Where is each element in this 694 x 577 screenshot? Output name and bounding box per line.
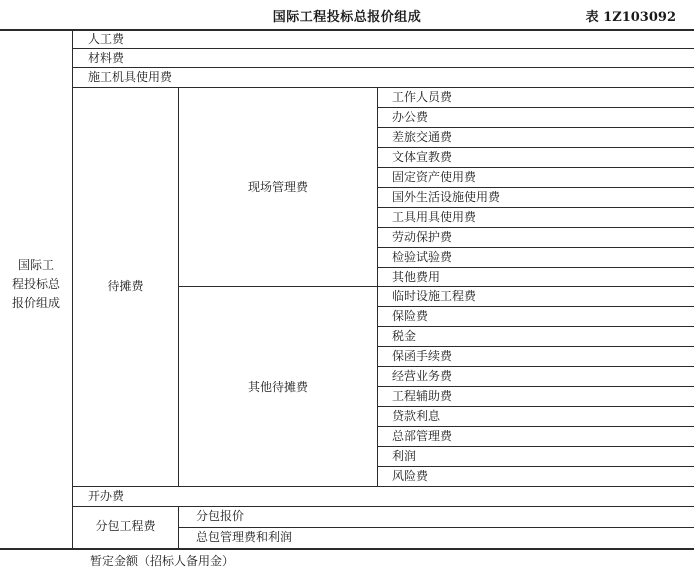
other-apportioned-label: 其他待摊费 — [247, 380, 308, 394]
item-provisional-sum: 暂定金额（招标人备用金） — [90, 554, 235, 568]
site-management-item: 国外生活设施使用费 — [392, 190, 501, 204]
page-title: 国际工程投标总报价组成 — [272, 10, 422, 25]
item-materials: 材料费 — [88, 51, 125, 65]
other-apportioned-item: 总部管理费 — [392, 429, 453, 443]
site-management-item: 劳动保护费 — [392, 230, 453, 244]
item-labor: 人工费 — [88, 32, 125, 46]
other-apportioned-item: 税金 — [392, 329, 417, 343]
site-management-item: 办公费 — [392, 110, 429, 124]
row-divider — [377, 326, 694, 327]
other-apportioned-item: 工程辅助费 — [392, 389, 453, 403]
subcontract-label: 分包工程费 — [95, 519, 156, 533]
root-label — [4, 256, 68, 313]
other-apportioned-item: 保险费 — [392, 309, 429, 323]
site-management-item: 文体宣教费 — [392, 150, 453, 164]
item-machinery: 施工机具使用费 — [88, 70, 173, 84]
row-divider — [377, 446, 694, 447]
other-apportioned-item: 保函手续费 — [392, 349, 453, 363]
root-label-line: 报价组成 — [11, 296, 60, 310]
site-management-item: 其他费用 — [392, 270, 441, 284]
apportioned-label: 待摊费 — [107, 279, 144, 293]
item-startup: 开办费 — [88, 489, 125, 503]
root-label-line: 程投标总 — [11, 277, 60, 291]
table-number: 表 1Z103092 — [585, 10, 676, 25]
other-apportioned-item: 风险费 — [392, 469, 429, 483]
site-management-item: 工作人员费 — [392, 90, 453, 104]
other-apportioned-item: 经营业务费 — [392, 369, 453, 383]
other-apportioned-item: 贷款利息 — [392, 409, 441, 423]
site-management-item: 固定资产使用费 — [392, 170, 477, 184]
subcontract-quote: 分包报价 — [196, 509, 245, 523]
site-management-item: 工具用具使用费 — [392, 210, 477, 224]
other-apportioned-item: 临时设施工程费 — [392, 289, 477, 303]
subcontract-management: 总包管理费和利润 — [196, 530, 293, 544]
site-management-label: 现场管理费 — [247, 180, 308, 194]
site-management-item: 差旅交通费 — [392, 130, 453, 144]
site-management-item: 检验试验费 — [392, 250, 453, 264]
other-apportioned-item: 利润 — [392, 449, 417, 463]
root-label-line: 国际工 — [17, 258, 54, 272]
